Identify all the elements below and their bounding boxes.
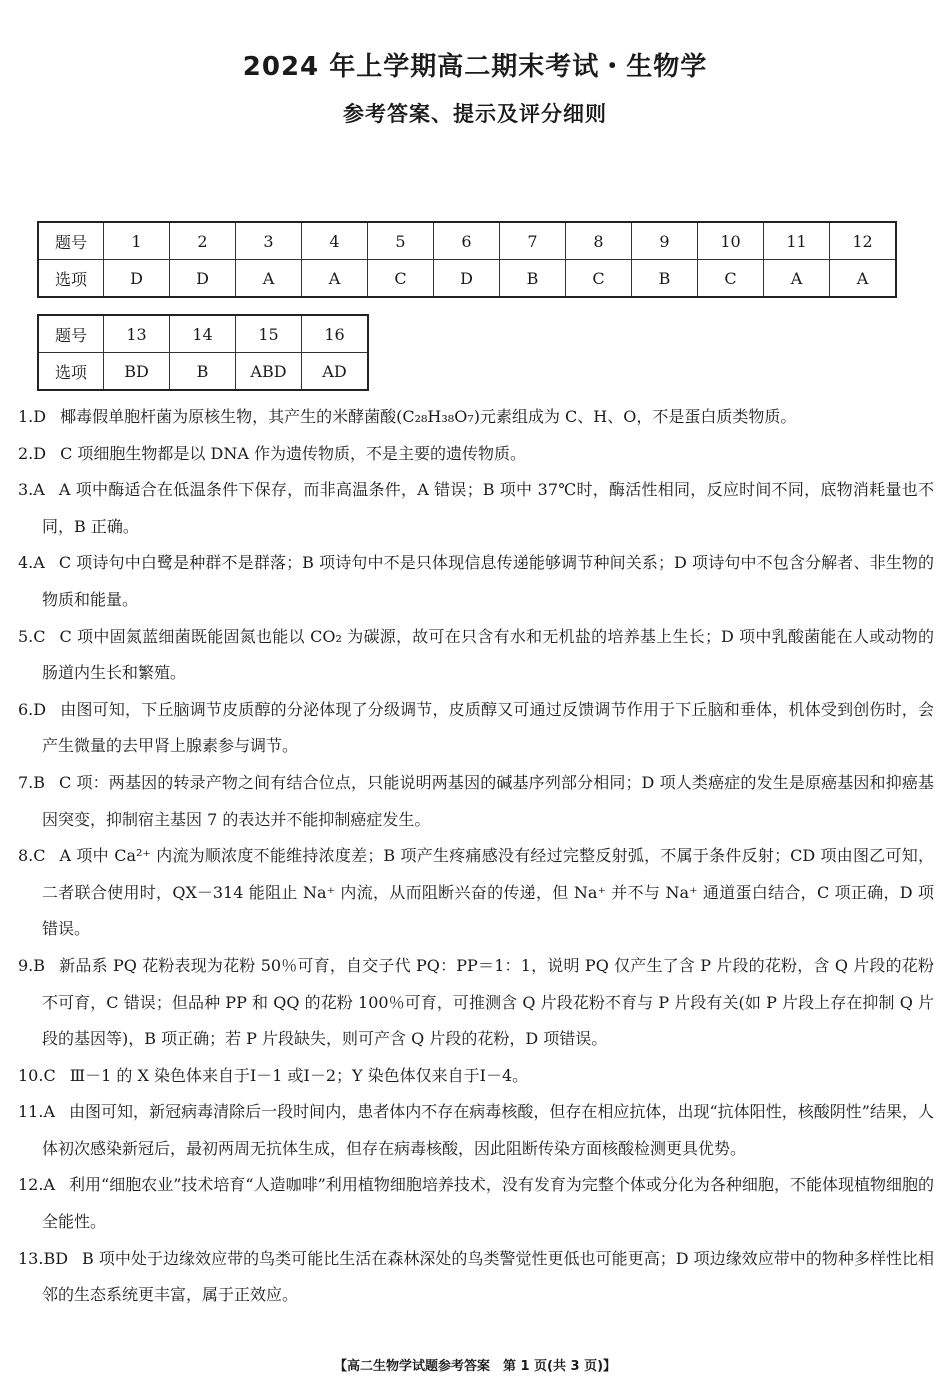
- item-text: C 项细胞生物都是以 DNA 作为遗传物质，不是主要的遗传物质。: [60, 443, 526, 463]
- question-number: 7: [500, 222, 566, 260]
- question-number: 2: [170, 222, 236, 260]
- answer-cell: A: [302, 260, 368, 298]
- answer-cell: C: [698, 260, 764, 298]
- explanation-item: [18, 1094, 934, 1167]
- item-number: 4.A: [18, 553, 45, 573]
- explanation-item: [18, 436, 934, 473]
- item-text: 新品系 PQ 花粉表现为花粉 50％可育，自交子代 PQ：PP＝1：1，说明 PQ 仅产生了含 P 片段的花粉，含 Q 片段的花粉不可育，C 错误；但品种 PP 和 QQ 的花粉 100％可育，可推测含 Q 片段花粉不育与 P 片段有关(如 P 片段上存在抑制 Q 片段的基因等)，B 项正确；若 P 片段缺失，则可产含 Q 片段的花粉，D 项错误。: [42, 955, 934, 1049]
- item-text: 由图可知，下丘脑调节皮质醇的分泌体现了分级调节，皮质醇又可通过反馈调节作用于下丘脑和垂体，机体受到创伤时，会产生微量的去甲肾上腺素参与调节。: [42, 699, 934, 756]
- item-number: 2.D: [18, 443, 47, 463]
- answer-table-2: [37, 314, 369, 391]
- explanation-item: [18, 472, 934, 545]
- answer-cell: C: [566, 260, 632, 298]
- item-number: 13.BD: [18, 1248, 69, 1268]
- item-text: B 项中处于边缘效应带的鸟类可能比生活在森林深处的鸟类警觉性更低也可能更高；D 项边缘效应带中的物种多样性比相邻的生态系统更丰富，属于正效应。: [42, 1248, 934, 1305]
- question-number: 10: [698, 222, 764, 260]
- answer-cell: A: [236, 260, 302, 298]
- explanation-item: [18, 838, 934, 948]
- explanation-item: [18, 1058, 934, 1095]
- item-number: 3.A: [18, 480, 45, 500]
- answer-cell: AD: [302, 353, 369, 391]
- question-number: 9: [632, 222, 698, 260]
- page-title: 2024 年上学期高二期末考试・生物学: [242, 52, 708, 82]
- item-text: 利用“细胞农业”技术培育“人造咖啡”利用植物细胞培养技术，没有发育为完整个体或分化为各种细胞，不能体现植物细胞的全能性。: [42, 1175, 934, 1232]
- question-number: 11: [764, 222, 830, 260]
- item-number: 6.D: [18, 699, 47, 719]
- item-text: C 项：两基因的转录产物之间有结合位点，只能说明两基因的碱基序列部分相同；D 项人类癌症的发生是原癌基因和抑癌基因突变，抑制宿主基因 7 的表达并不能抑制癌症发生。: [42, 772, 934, 829]
- explanation-list: [18, 399, 934, 1314]
- answer-table-1: [37, 221, 897, 298]
- question-number: 15: [236, 315, 302, 353]
- page-subtitle: 参考答案、提示及评分细则: [343, 102, 607, 126]
- answer-cell: B: [632, 260, 698, 298]
- explanation-item: [18, 619, 934, 692]
- item-text: A 项中酶适合在低温条件下保存，而非高温条件，A 错误；B 项中 37℃时，酶活性相同，反应时间不同，底物消耗量也不同，B 正确。: [42, 480, 934, 536]
- answer-cell: B: [170, 353, 236, 391]
- question-number: 8: [566, 222, 632, 260]
- explanation-item: [18, 545, 934, 618]
- explanation-item: [18, 948, 934, 1058]
- answer-cell: BD: [104, 353, 170, 391]
- item-number: 10.C: [18, 1065, 56, 1085]
- item-text: 椰毒假单胞杆菌为原核生物，其产生的米酵菌酸(C₂₈H₃₈O₇)元素组成为 C、H、O，不是蛋白质类物质。: [60, 407, 797, 426]
- item-number: 12.A: [18, 1175, 55, 1195]
- answer-row: [38, 260, 896, 298]
- answer-cell: A: [764, 260, 830, 298]
- answer-cell: ABD: [236, 353, 302, 391]
- answer-cell: B: [500, 260, 566, 298]
- item-number: 8.C: [18, 846, 46, 866]
- answer-cell: A: [830, 260, 897, 298]
- explanation-item: [18, 1167, 934, 1240]
- row-label-question: 题号: [38, 315, 104, 353]
- item-number: 7.B: [18, 772, 46, 792]
- item-number: 11.A: [18, 1102, 55, 1122]
- question-row: [38, 222, 896, 260]
- explanation-item: [18, 692, 934, 765]
- question-row: [38, 315, 368, 353]
- item-text: A 项中 Ca²⁺ 内流为顺浓度不能维持浓度差；B 项产生疼痛感没有经过完整反射弧，不属于条件反射；CD 项由图乙可知，二者联合使用时，QX－314 能阻止 Na⁺ 内流，从而阻断兴奋的传递，但 Na⁺ 并不与 Na⁺ 通道蛋白结合，C 项正确，D 项错误。: [42, 846, 934, 939]
- explanation-item: [18, 1241, 934, 1314]
- item-text: C 项诗句中白鹭是种群不是群落；B 项诗句中不是只体现信息传递能够调节种间关系；D 项诗句中不包含分解者、非生物的物质和能量。: [42, 553, 934, 609]
- question-number: 6: [434, 222, 500, 260]
- question-number: 4: [302, 222, 368, 260]
- item-number: 5.C: [18, 626, 46, 646]
- row-label-answer: 选项: [38, 260, 104, 298]
- question-number: 1: [104, 222, 170, 260]
- item-text: C 项中固氮蓝细菌既能固氮也能以 CO₂ 为碳源，故可在只含有水和无机盐的培养基上生长；D 项中乳酸菌能在人或动物的肠道内生长和繁殖。: [42, 626, 934, 683]
- explanation-item: [18, 399, 934, 436]
- question-number: 3: [236, 222, 302, 260]
- item-number: 1.D: [18, 407, 47, 426]
- page-footer: 【高二生物学试题参考答案 第 1 页(共 3 页)】: [333, 1359, 617, 1374]
- question-number: 5: [368, 222, 434, 260]
- row-label-answer: 选项: [38, 353, 104, 391]
- answer-cell: D: [170, 260, 236, 298]
- answer-row: [38, 353, 368, 391]
- row-label-question: 题号: [38, 222, 104, 260]
- question-number: 14: [170, 315, 236, 353]
- question-number: 13: [104, 315, 170, 353]
- question-number: 12: [830, 222, 897, 260]
- item-text: Ⅲ－1 的 X 染色体来自于Ⅰ－1 或Ⅰ－2；Y 染色体仅来自于Ⅰ－4。: [69, 1065, 529, 1085]
- item-number: 9.B: [18, 955, 46, 975]
- answer-cell: D: [434, 260, 500, 298]
- item-text: 由图可知，新冠病毒清除后一段时间内，患者体内不存在病毒核酸，但存在相应抗体，出现“抗体阳性，核酸阴性”结果，人体初次感染新冠后，最初两周无抗体生成，但存在病毒核酸，因此阻断传染方面核酸检测更具优势。: [42, 1102, 934, 1158]
- answer-cell: C: [368, 260, 434, 298]
- answer-cell: D: [104, 260, 170, 298]
- question-number: 16: [302, 315, 369, 353]
- explanation-item: [18, 765, 934, 838]
